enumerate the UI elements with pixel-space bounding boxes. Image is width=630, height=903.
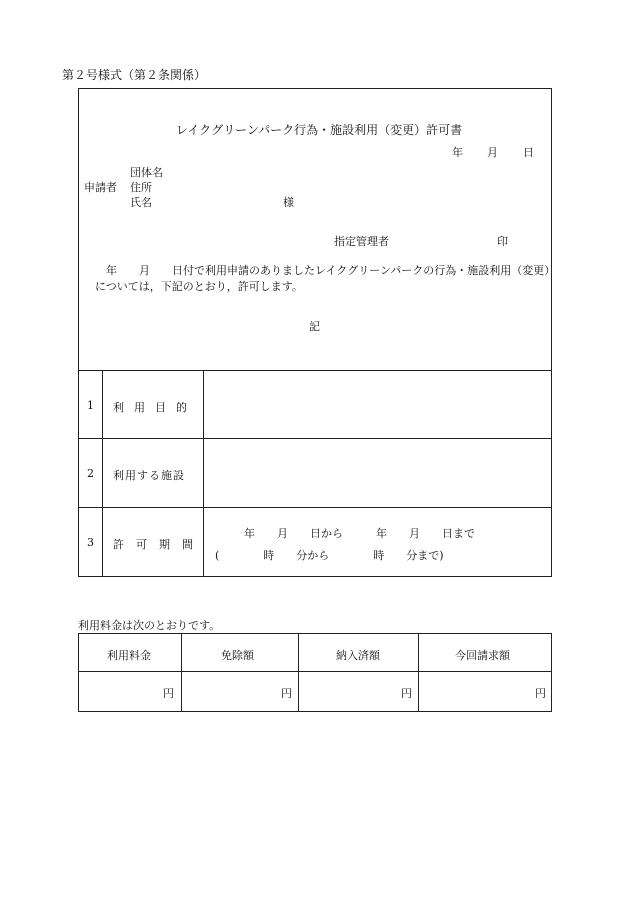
date-month: 月 <box>487 146 498 159</box>
form-title: レイクグリーンパーク行為・施設利用（変更）許可書 <box>176 123 463 137</box>
date-year: 年 <box>452 146 463 159</box>
name-label: 氏名 <box>130 196 152 209</box>
period-date-line: 年 月 日から 年 月 日まで <box>244 527 475 540</box>
item-label-facility: 利用する施設 <box>113 469 185 482</box>
fee-header-exemption: 免除額 <box>221 649 254 662</box>
fee-row-divider <box>78 671 552 672</box>
item-number: 2 <box>87 467 94 480</box>
row-divider <box>78 370 552 371</box>
ki-mark: 記 <box>309 320 320 333</box>
fee-unit-paid: 円 <box>401 687 412 700</box>
fee-unit-exemption: 円 <box>281 687 292 700</box>
row-divider <box>78 438 552 439</box>
manager-label: 指定管理者 <box>334 235 389 248</box>
group-name-label: 団体名 <box>130 166 163 179</box>
date-day: 日 <box>523 146 534 159</box>
period-time-line: ( 時 分から 時 分まで) <box>215 549 444 562</box>
fee-header-current-bill: 今回請求額 <box>455 649 510 662</box>
item-label-purpose: 利用目的 <box>113 401 197 414</box>
seal-mark: 印 <box>497 235 508 248</box>
body-line-1: 年 月 日付で利用申請のありましたレイクグリーンパークの行為・施設利用（変更） <box>106 264 556 277</box>
address-label: 住所 <box>130 181 152 194</box>
fee-unit-usage: 円 <box>163 687 174 700</box>
form-number: 第２号様式（第２条関係） <box>62 68 207 82</box>
fee-col-divider <box>418 633 419 712</box>
honorific: 様 <box>283 196 294 209</box>
fee-header-usage: 利用料金 <box>107 649 151 662</box>
item-number: 3 <box>87 536 94 549</box>
fee-col-divider <box>298 633 299 712</box>
body-line-2: については，下記のとおり，許可します。 <box>95 280 303 293</box>
fee-col-divider <box>181 633 182 712</box>
fee-header-paid: 納入済額 <box>336 649 380 662</box>
col-divider <box>102 370 103 577</box>
row-divider <box>78 507 552 508</box>
fee-heading: 利用料金は次のとおりです。 <box>78 619 221 632</box>
item-number: 1 <box>87 399 94 412</box>
fee-table <box>78 633 552 712</box>
item-label-period: 許可期間 <box>113 538 205 551</box>
applicant-label: 申請者 <box>84 181 117 194</box>
fee-unit-current-bill: 円 <box>535 687 546 700</box>
